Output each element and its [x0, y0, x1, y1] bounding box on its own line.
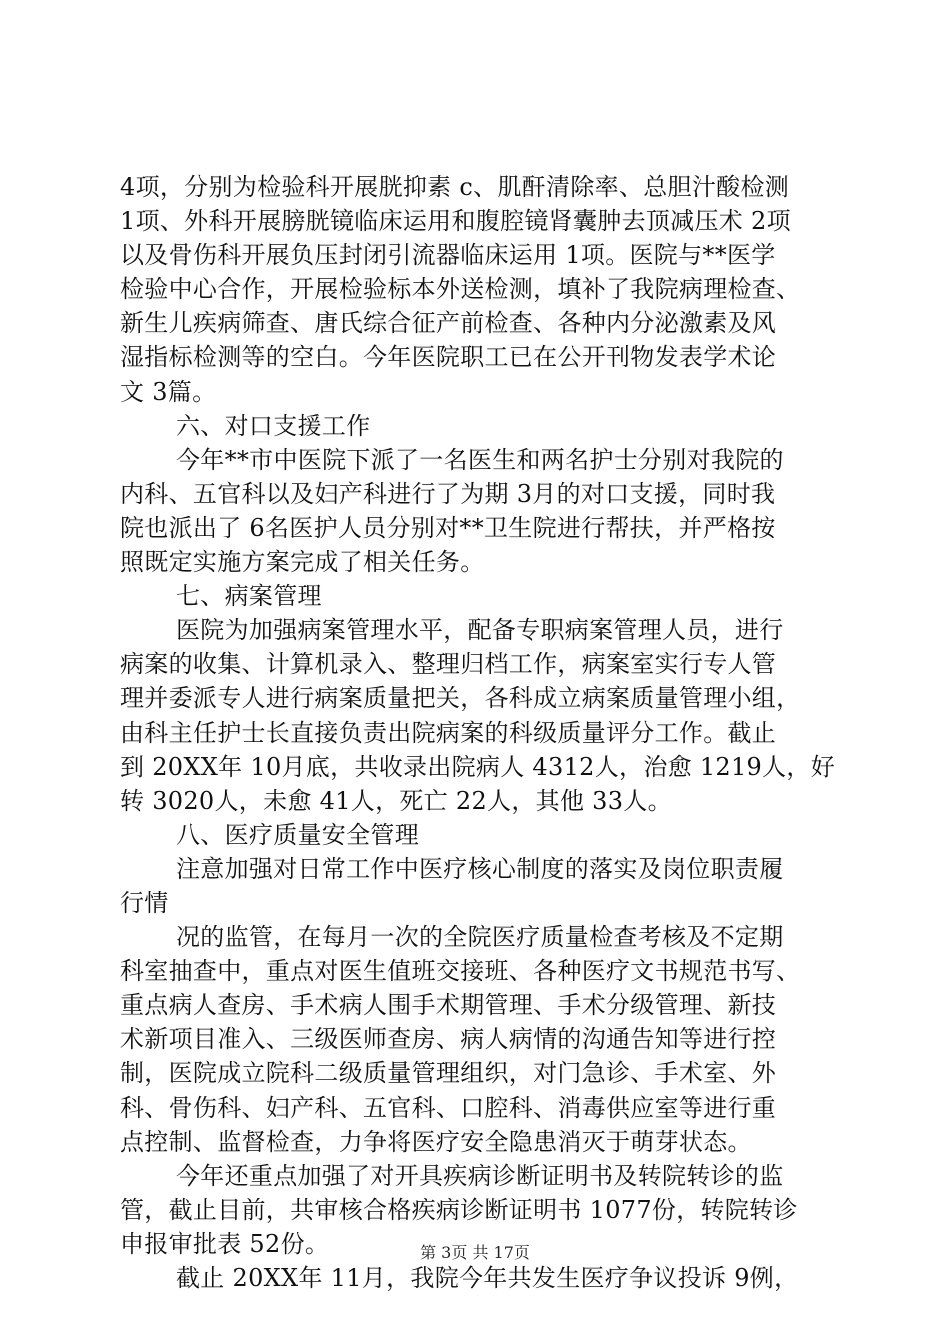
- text-line: 理并委派专人进行病案质量把关，各科成立病案质量管理小组，: [120, 684, 801, 713]
- text-line: 重点病人查房、手术病人围手术期管理、手术分级管理、新技: [120, 991, 777, 1020]
- text-line: 申报审批表 52份。: [120, 1229, 330, 1258]
- text-line: 点控制、监督检查，力争将医疗安全隐患消灭于萌芽状态。: [120, 1127, 752, 1156]
- text-line: 病案的收集、计算机录入、整理归档工作，病案室实行专人管: [120, 650, 777, 679]
- text-line: 制，医院成立院科二级质量管理组织，对门急诊、手术室、外: [120, 1059, 777, 1088]
- text-line: 到 20XX年 10月底，共收录出院病人 4312人，治愈 1219人，好: [120, 752, 836, 781]
- text-line: 文 3篇。: [120, 377, 217, 406]
- text-line: 术新项目准入、三级医师查房、病人病情的沟通告知等进行控: [120, 1025, 777, 1054]
- text-line: 照既定实施方案完成了相关任务。: [120, 548, 485, 577]
- text-line: 科、骨伤科、妇产科、五官科、口腔科、消毒供应室等进行重: [120, 1093, 777, 1122]
- text-line: 以及骨伤科开展负压封闭引流器临床运用 1项。医院与**医学: [120, 241, 776, 270]
- text-line: 行情: [120, 888, 169, 917]
- text-line: 注意加强对日常工作中医疗核心制度的落实及岗位职责履: [176, 854, 784, 883]
- text-line: 4项，分别为检验科开展胱抑素 c、肌酐清除率、总胆汁酸检测: [120, 173, 790, 201]
- text-line: 转 3020人，未愈 41人，死亡 22人，其他 33人。: [120, 786, 672, 815]
- text-line: 医院为加强病案管理水平，配备专职病案管理人员，进行: [176, 616, 784, 645]
- text-line: 由科主任护士长直接负责出院病案的科级质量评分工作。截止: [120, 718, 777, 747]
- text-line: 截止 20XX年 11月，我院今年共发生医疗争议投诉 9例，: [176, 1264, 799, 1292]
- text-line: 院也派出了 6名医护人员分别对**卫生院进行帮扶，并严格按: [120, 513, 776, 542]
- text-line: 湿指标检测等的空白。今年医院职工已在公开刊物发表学术论: [120, 343, 777, 372]
- text-line: 1项、外科开展膀胱镜临床运用和腹腔镜肾囊肿去顶减压术 2项: [120, 207, 791, 236]
- text-line: 内科、五官科以及妇产科进行了为期 3月的对口支援，同时我: [120, 479, 776, 508]
- text-line: 七、病案管理: [176, 582, 322, 611]
- text-line: 新生儿疾病筛查、唐氏综合征产前检查、各种内分泌激素及风: [120, 309, 777, 338]
- text-line: 六、对口支援工作: [176, 411, 371, 440]
- text-line: 检验中心合作，开展检验标本外送检测，填补了我院病理检查、: [120, 275, 801, 304]
- text-line: 科室抽查中，重点对医生值班交接班、各种医疗文书规范书写、: [120, 957, 801, 986]
- page-footer: 第 3页 共 17页: [420, 1243, 530, 1262]
- text-line: 今年还重点加强了对开具疾病诊断证明书及转院转诊的监: [176, 1161, 784, 1190]
- text-line: 八、医疗质量安全管理: [176, 820, 419, 849]
- text-line: 管，截止目前，共审核合格疾病诊断证明书 1077份，转院转诊: [120, 1195, 798, 1224]
- document-body: [120, 170, 840, 1295]
- text-line: 况的监管，在每月一次的全院医疗质量检查考核及不定期: [176, 923, 784, 952]
- text-line: 今年**市中医院下派了一名医生和两名护士分别对我院的: [176, 445, 784, 474]
